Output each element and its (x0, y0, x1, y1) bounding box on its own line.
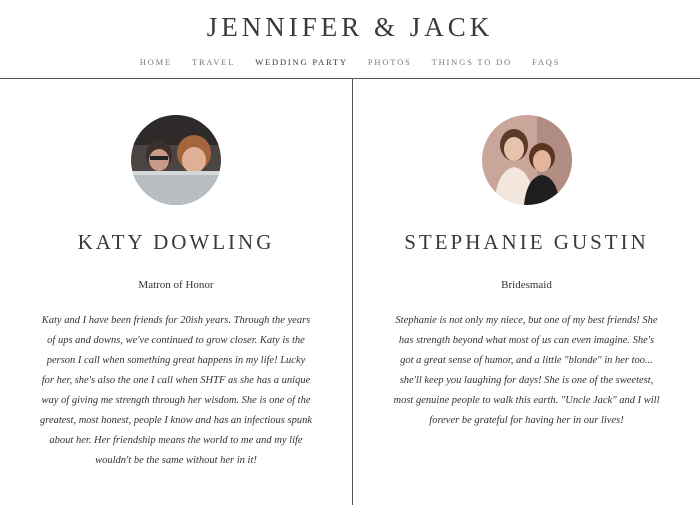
person-role: Matron of Honor (138, 279, 214, 291)
person-bio: Stephanie is not only my niece, but one of my best friends! She has strength beyond what most of us can even imagine. She's got a great sense of humor, and a little "blonde" in her too... she'll keep you laughing for days! She is one of the sweetest, most genuine people to walk this earth. "Uncle Jack" and I will forever be grateful for having her in our lives! (393, 315, 660, 426)
person-role: Bridesmaid (501, 279, 552, 291)
nav-wedding-party[interactable]: WEDDING PARTY (255, 57, 348, 67)
nav-things-to-do[interactable]: THINGS TO DO (431, 57, 512, 67)
person-bio: Katy and I have been friends for 20ish years. Through the years of ups and downs, we've continued to grow closer. Katy is the person I call when something great happens in my life! Lucky for her, she's also the one I call when SHTF as she has a unique way of giving me strength through her wisdom. She is one of the greatest, most honest, people I know and has an infectious spunk about her. Her friendship means the world to me and my life wouldn't be the same without her in it! (40, 315, 312, 466)
nav-home[interactable]: HOME (139, 57, 172, 67)
nav-travel[interactable]: TRAVEL (191, 57, 236, 67)
photo-katy (131, 115, 221, 205)
main-nav (0, 57, 700, 67)
avatar-stephanie (482, 115, 572, 205)
nav-photos[interactable]: PHOTOS (367, 57, 412, 67)
site-title[interactable]: JENNIFER & JACK (206, 12, 494, 42)
nav-faqs[interactable]: FAQS (531, 57, 561, 67)
site-header (0, 0, 700, 79)
person-card-stephanie (353, 79, 700, 505)
photo-stephanie (482, 115, 572, 205)
wedding-party-grid (0, 79, 700, 505)
avatar-katy (131, 115, 221, 205)
person-name: STEPHANIE GUSTIN (404, 230, 649, 254)
person-card-katy (0, 79, 353, 505)
person-name: KATY DOWLING (77, 230, 275, 254)
